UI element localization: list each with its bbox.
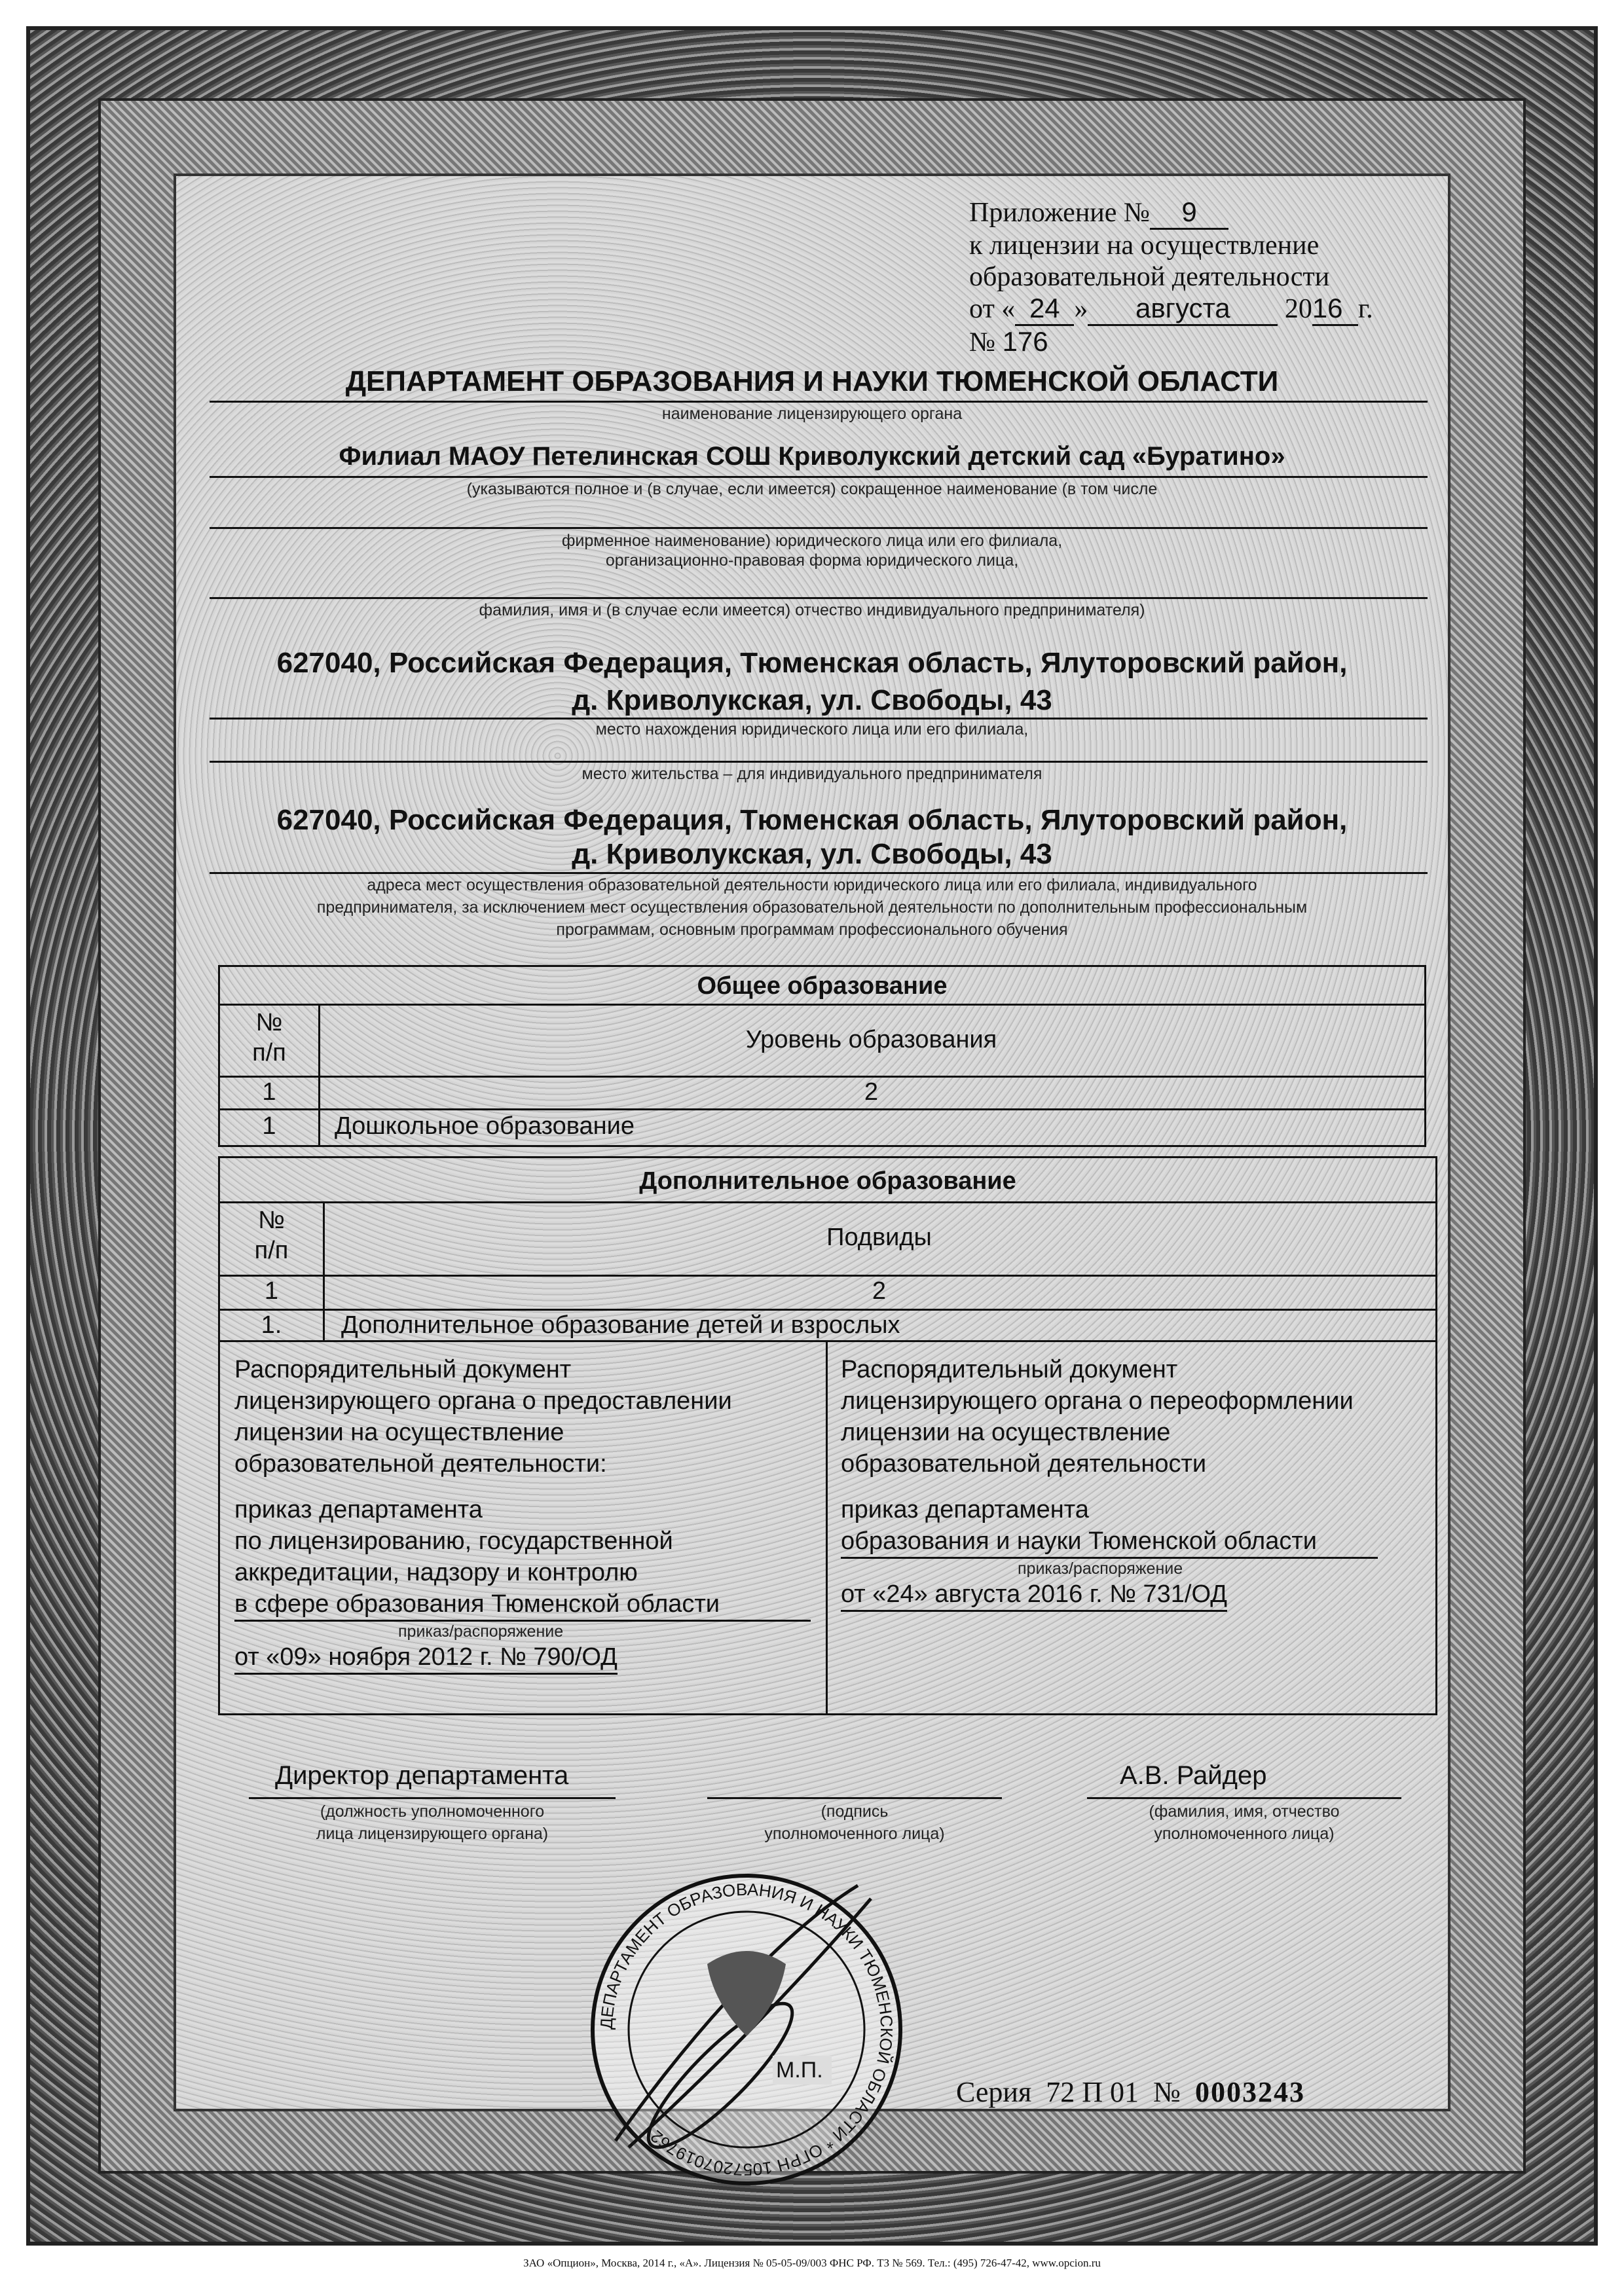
signature-caption: (подпись уполномоченного лица)	[764, 1802, 945, 1843]
appendix-number: 9	[1150, 196, 1228, 230]
date-year: 16	[1312, 293, 1358, 326]
blank-number: 0003243	[1194, 2076, 1305, 2108]
licensee-caption-1: (указываются полное и (в случае, если имеется) сокращенное наименование (в том числе	[466, 480, 1158, 498]
table-title: Общее образование	[697, 972, 948, 1000]
col-index-1: 1	[264, 1277, 279, 1305]
appendix-header	[969, 196, 1373, 358]
col-index-1: 1	[262, 1078, 276, 1106]
row-number: 1.	[261, 1311, 282, 1339]
location-caption-1: место нахождения юридического лица или его филиала,	[595, 720, 1029, 738]
appendix-line2: к лицензии на осуществление	[969, 230, 1320, 261]
location-line-2: д. Криволукская, ул. Свободы, 43	[572, 684, 1052, 716]
seal-text: ДЕПАРТАМЕНТ ОБРАЗОВАНИЯ И НАУКИ ТЮМЕНСКОЙ ОБЛАСТИ * ОГРН 1057207019762	[596, 1879, 897, 2180]
row-level: Дошкольное образование	[335, 1112, 635, 1140]
reissue-document: Распорядительный документ лицензирующего органа о переоформлении лицензии на осуществление образовательной деятельности приказ департамента образования и науки Тюменской области приказ/распоряжение от «24» августа 2016 г. № 731/ОД	[841, 1354, 1378, 1612]
row-number: 1	[262, 1112, 276, 1140]
licensee-caption-2: фирменное наименование) юридического лица или его филиала,	[561, 532, 1063, 550]
additional-education-table	[218, 1156, 1437, 1342]
col-index-2: 2	[872, 1277, 887, 1305]
blank-series: Серия 72 П 01 № 0003243	[956, 2076, 1305, 2108]
general-education-table	[218, 965, 1426, 1147]
authority-name: ДЕПАРТАМЕНТ ОБРАЗОВАНИЯ И НАУКИ ТЮМЕНСКОЙ ОБЛАСТИ	[345, 365, 1279, 397]
date-month: августа	[1088, 293, 1278, 326]
col-index-2: 2	[864, 1078, 879, 1106]
name-caption: (фамилия, имя, отчество уполномоченного лица)	[1149, 1802, 1340, 1843]
activity-address-caption-2: предпринимателя, за исключением мест осуществления образовательной деятельности по дополнительным профессиональным	[316, 898, 1308, 917]
date-prefix: от «	[969, 294, 1016, 324]
reissue-order-ref: от «24» августа 2016 г. № 731/ОД	[841, 1578, 1227, 1612]
licensee-caption-4: фамилия, имя и (в случае если имеется) отчество индивидуального предпринимателя)	[479, 601, 1145, 619]
col-number-header: № п/п	[254, 1207, 289, 1264]
signatory-name: А.В. Райдер	[1120, 1761, 1267, 1790]
printer-footer: ЗАО «Опцион», Москва, 2014 г., «А». Лицензия № 05-05-09/003 ФНС РФ. ТЗ № 569. Тел.: (495) 726-47-42, www.opcion.ru	[523, 2257, 1101, 2269]
col-level-header: Уровень образования	[745, 1026, 997, 1053]
activity-address-line-1: 627040, Российская Федерация, Тюменская область, Ялуторовский район,	[276, 804, 1348, 836]
date-day: 24	[1015, 293, 1074, 326]
date-mid: »	[1074, 294, 1088, 324]
row-subtype: Дополнительное образование детей и взрослых	[341, 1311, 900, 1339]
grant-order-ref: от «09» ноября 2012 г. № 790/ОД	[234, 1641, 618, 1675]
appendix-line3: образовательной деятельности	[969, 262, 1330, 292]
table-title: Дополнительное образование	[639, 1167, 1016, 1195]
year-suffix: г.	[1357, 294, 1373, 324]
stamp-mark: М.П.	[776, 2058, 823, 2083]
authority-caption: наименование лицензирующего органа	[661, 405, 963, 423]
official-seal	[576, 1859, 917, 2200]
col-subtype-header: Подвиды	[826, 1224, 932, 1251]
appendix-license-number: 176	[1002, 326, 1048, 357]
position-caption: (должность уполномоченного лица лицензирующего органа)	[316, 1802, 549, 1843]
orders-section	[218, 1341, 1437, 1715]
signatory-position: Директор департамента	[275, 1761, 569, 1790]
location-caption-2: место жительства – для индивидуального предпринимателя	[581, 765, 1043, 783]
location-line-1: 627040, Российская Федерация, Тюменская область, Ялуторовский район,	[276, 647, 1348, 679]
activity-address-caption-1: адреса мест осуществления образовательной деятельности юридического лица или его филиала, индивидуального	[367, 876, 1257, 894]
activity-address-caption-3: программам, основным программам профессионального обучения	[556, 920, 1068, 939]
number-label: №	[969, 327, 996, 357]
activity-address-line-2: д. Криволукская, ул. Свободы, 43	[572, 838, 1052, 870]
grant-document: Распорядительный документ лицензирующего органа о предоставлении лицензии на осуществление образовательной деятельности: приказ департамента по лицензированию, государственной аккредитации, надзору и контролю в сфере образования Тюменской области приказ/распоряжение от «09» ноября 2012 г. № 790/ОД	[234, 1354, 811, 1675]
appendix-label: Приложение №	[969, 198, 1150, 228]
licensee-caption-3: организационно-правовая форма юридического лица,	[605, 551, 1019, 570]
year-prefix: 20	[1284, 294, 1312, 324]
licensee-name: Филиал МАОУ Петелинская СОШ Криволукский детский сад «Буратино»	[339, 442, 1285, 471]
col-number-header: № п/п	[252, 1009, 286, 1066]
